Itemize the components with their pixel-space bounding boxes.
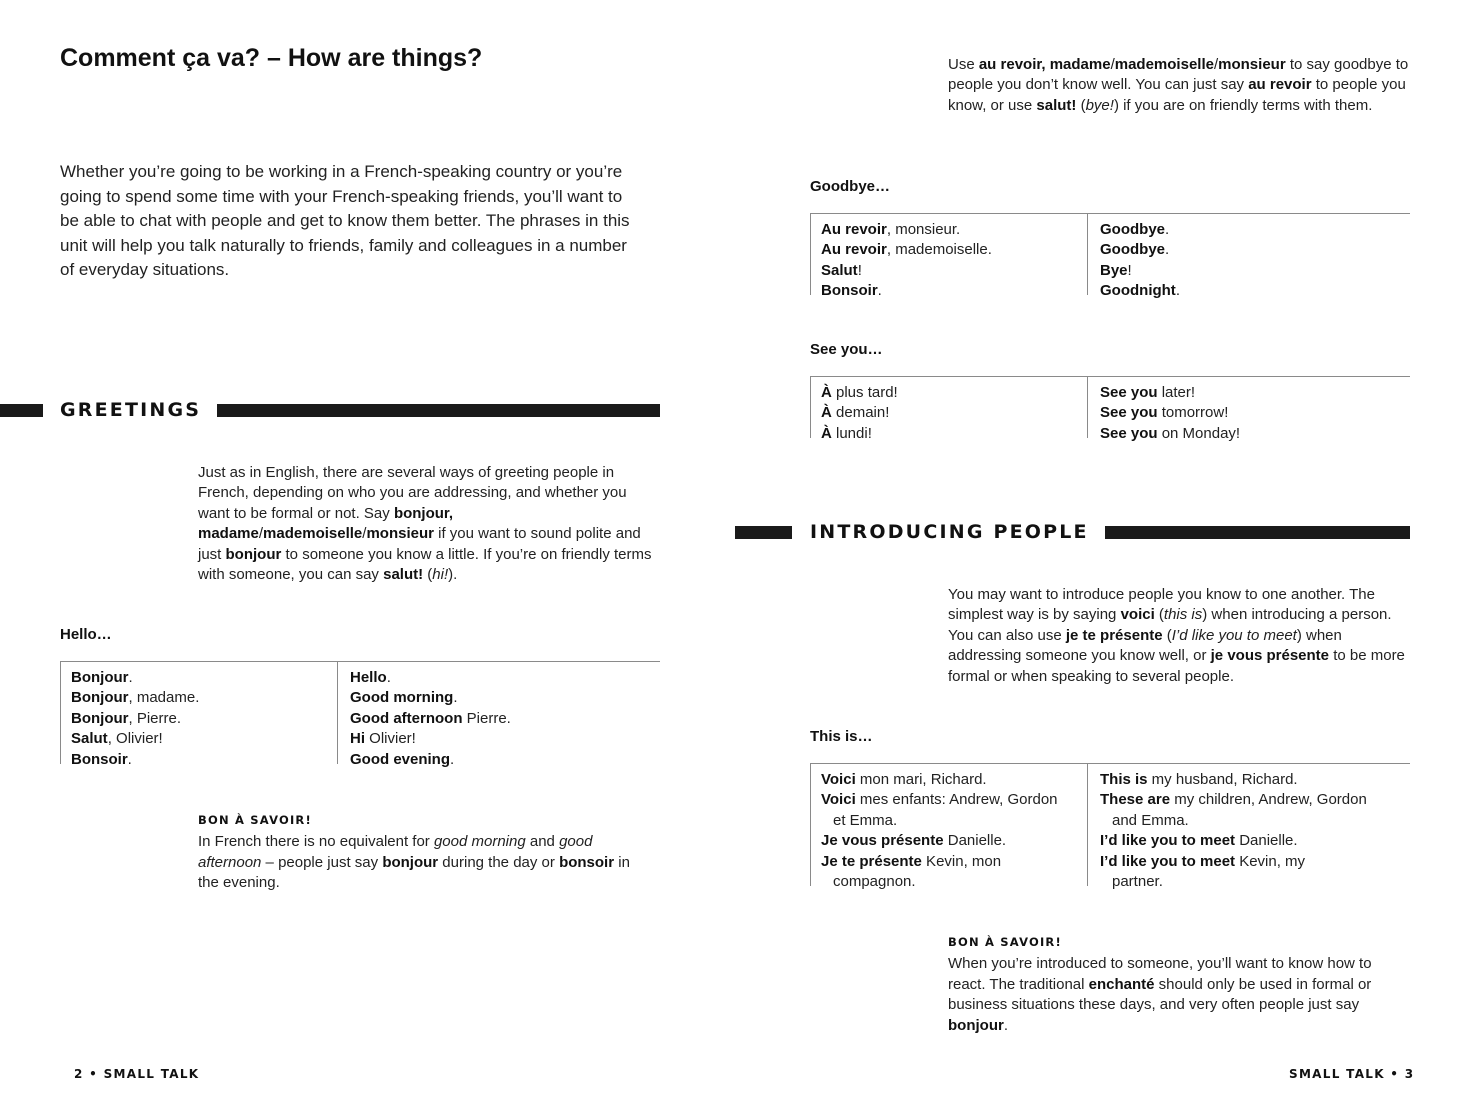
table-row: and Emma. [1112, 811, 1189, 829]
heading-bar-left [735, 526, 792, 539]
tip-label: BON À SAVOIR! [948, 935, 1062, 949]
table-row: Good afternoon Pierre. [350, 709, 511, 727]
see-you-english-column [1087, 377, 1410, 442]
hello-english-column [337, 662, 660, 768]
table-row: See you later! [1100, 384, 1196, 401]
table-row: Voici mes enfants: Andrew, Gordon [821, 791, 1058, 809]
table-row: See you on Monday! [1100, 424, 1241, 442]
table-row: Bonsoir. [71, 750, 132, 768]
table-row: Good evening. [350, 750, 455, 768]
this-is-label: This is… [810, 728, 873, 745]
table-row: I’d like you to meet Danielle. [1100, 832, 1298, 850]
introducing-heading [735, 520, 1410, 544]
tip-label: BON À SAVOIR! [198, 813, 312, 827]
goodbye-label: Goodbye… [810, 178, 891, 195]
table-row: Voici mon mari, Richard. [821, 771, 987, 788]
table-row: Salut, Olivier! [71, 730, 163, 748]
goodbye-french-column [810, 214, 1087, 300]
table-row: Bye! [1100, 261, 1132, 279]
this-is-table [810, 763, 1410, 891]
goodbye-intro-paragraph: Use au revoir, madame/mademoiselle/monsieur to say goodbye to people you don’t know well. You can just say au revoir to people you know, or use salut! (bye!) if you are on friendly terms with them. [948, 56, 1409, 114]
table-row: Bonjour, madame. [71, 689, 200, 707]
table-row: Hello. [350, 669, 391, 686]
see-you-french-column [810, 377, 1087, 442]
tip-text: When you’re introduced to someone, you’ll want to know how to react. The traditional enchanté should only be used in formal or business situations these days, and very often people just say bonjour. [948, 955, 1372, 1034]
tip-box [948, 932, 1398, 1036]
intro-paragraph: Whether you’re going to be working in a French-speaking country or you’re going to spend some time with your French-speaking friends, you’ll want to be able to chat with people and get to know them better. The phrases in this unit will help you talk naturally to friends, family and colleagues in a number of everyday situations. [60, 162, 630, 279]
this-is-french-column [810, 764, 1087, 891]
table-row: This is my husband, Richard. [1100, 771, 1298, 788]
table-row: Goodnight. [1100, 282, 1180, 300]
table-row: I’d like you to meet Kevin, my [1100, 852, 1306, 870]
table-row: À demain! [821, 404, 890, 422]
tip-text: In French there is no equivalent for good morning and good afternoon – people just say bonjour during the day or bonsoir in the evening. [198, 833, 630, 892]
table-row: compagnon. [833, 873, 916, 891]
greetings-heading [0, 398, 660, 422]
page-title: Comment ça va? – How are things? [60, 44, 483, 72]
table-row: Bonjour, Pierre. [71, 709, 182, 727]
page-footer-left: 2 • SMALL TALK [74, 1067, 200, 1081]
page-footer-right: SMALL TALK • 3 [1289, 1067, 1415, 1081]
table-row: Hi Olivier! [350, 730, 416, 748]
greetings-heading-label: GREETINGS [60, 399, 202, 421]
greetings-paragraph: Just as in English, there are several ways of greeting people in French, depending on who you are addressing, and whether you want to be formal or not. Say bonjour, madame/mademoiselle/monsieur if you want to sound polite and just bonjour to someone you know a little. If you’re on friendly terms with someone, you can say salut! (hi!). [198, 464, 652, 584]
table-row: partner. [1112, 873, 1163, 891]
table-row: Je vous présente Danielle. [821, 832, 1007, 850]
table-row: Goodbye. [1100, 241, 1170, 259]
tip-box [198, 810, 643, 894]
table-row: Bonjour. [71, 669, 133, 686]
heading-bar-left [0, 404, 43, 417]
hello-french-column [60, 662, 337, 768]
introducing-paragraph: You may want to introduce people you know to one another. The simplest way is by saying voici (this is) when introducing a person. You can also use je te présente (I’d like you to meet) when addressing someone you know well, or je vous présente to be more formal or when speaking to several people. [948, 586, 1405, 685]
table-row: See you tomorrow! [1100, 404, 1229, 422]
goodbye-table [810, 213, 1410, 300]
table-row: et Emma. [833, 811, 898, 829]
table-row: À lundi! [821, 424, 872, 442]
this-is-english-column [1087, 764, 1410, 891]
table-row: Good morning. [350, 689, 458, 707]
see-you-label: See you… [810, 341, 883, 358]
heading-bar-right [217, 404, 660, 417]
table-row: Salut! [821, 261, 862, 279]
table-row: These are my children, Andrew, Gordon [1100, 791, 1367, 809]
introducing-heading-label: INTRODUCING PEOPLE [810, 521, 1089, 543]
see-you-table [810, 376, 1410, 442]
table-row: À plus tard! [821, 384, 898, 401]
hello-table [60, 661, 660, 768]
right-page [735, 0, 1470, 1115]
heading-bar-right [1105, 526, 1410, 539]
table-row: Bonsoir. [821, 282, 882, 300]
goodbye-english-column [1087, 214, 1410, 300]
table-row: Je te présente Kevin, mon [821, 852, 1002, 870]
table-row: Au revoir, monsieur. [821, 221, 961, 238]
table-row: Au revoir, mademoiselle. [821, 241, 992, 259]
hello-label: Hello… [60, 626, 112, 643]
table-row: Goodbye. [1100, 221, 1170, 238]
